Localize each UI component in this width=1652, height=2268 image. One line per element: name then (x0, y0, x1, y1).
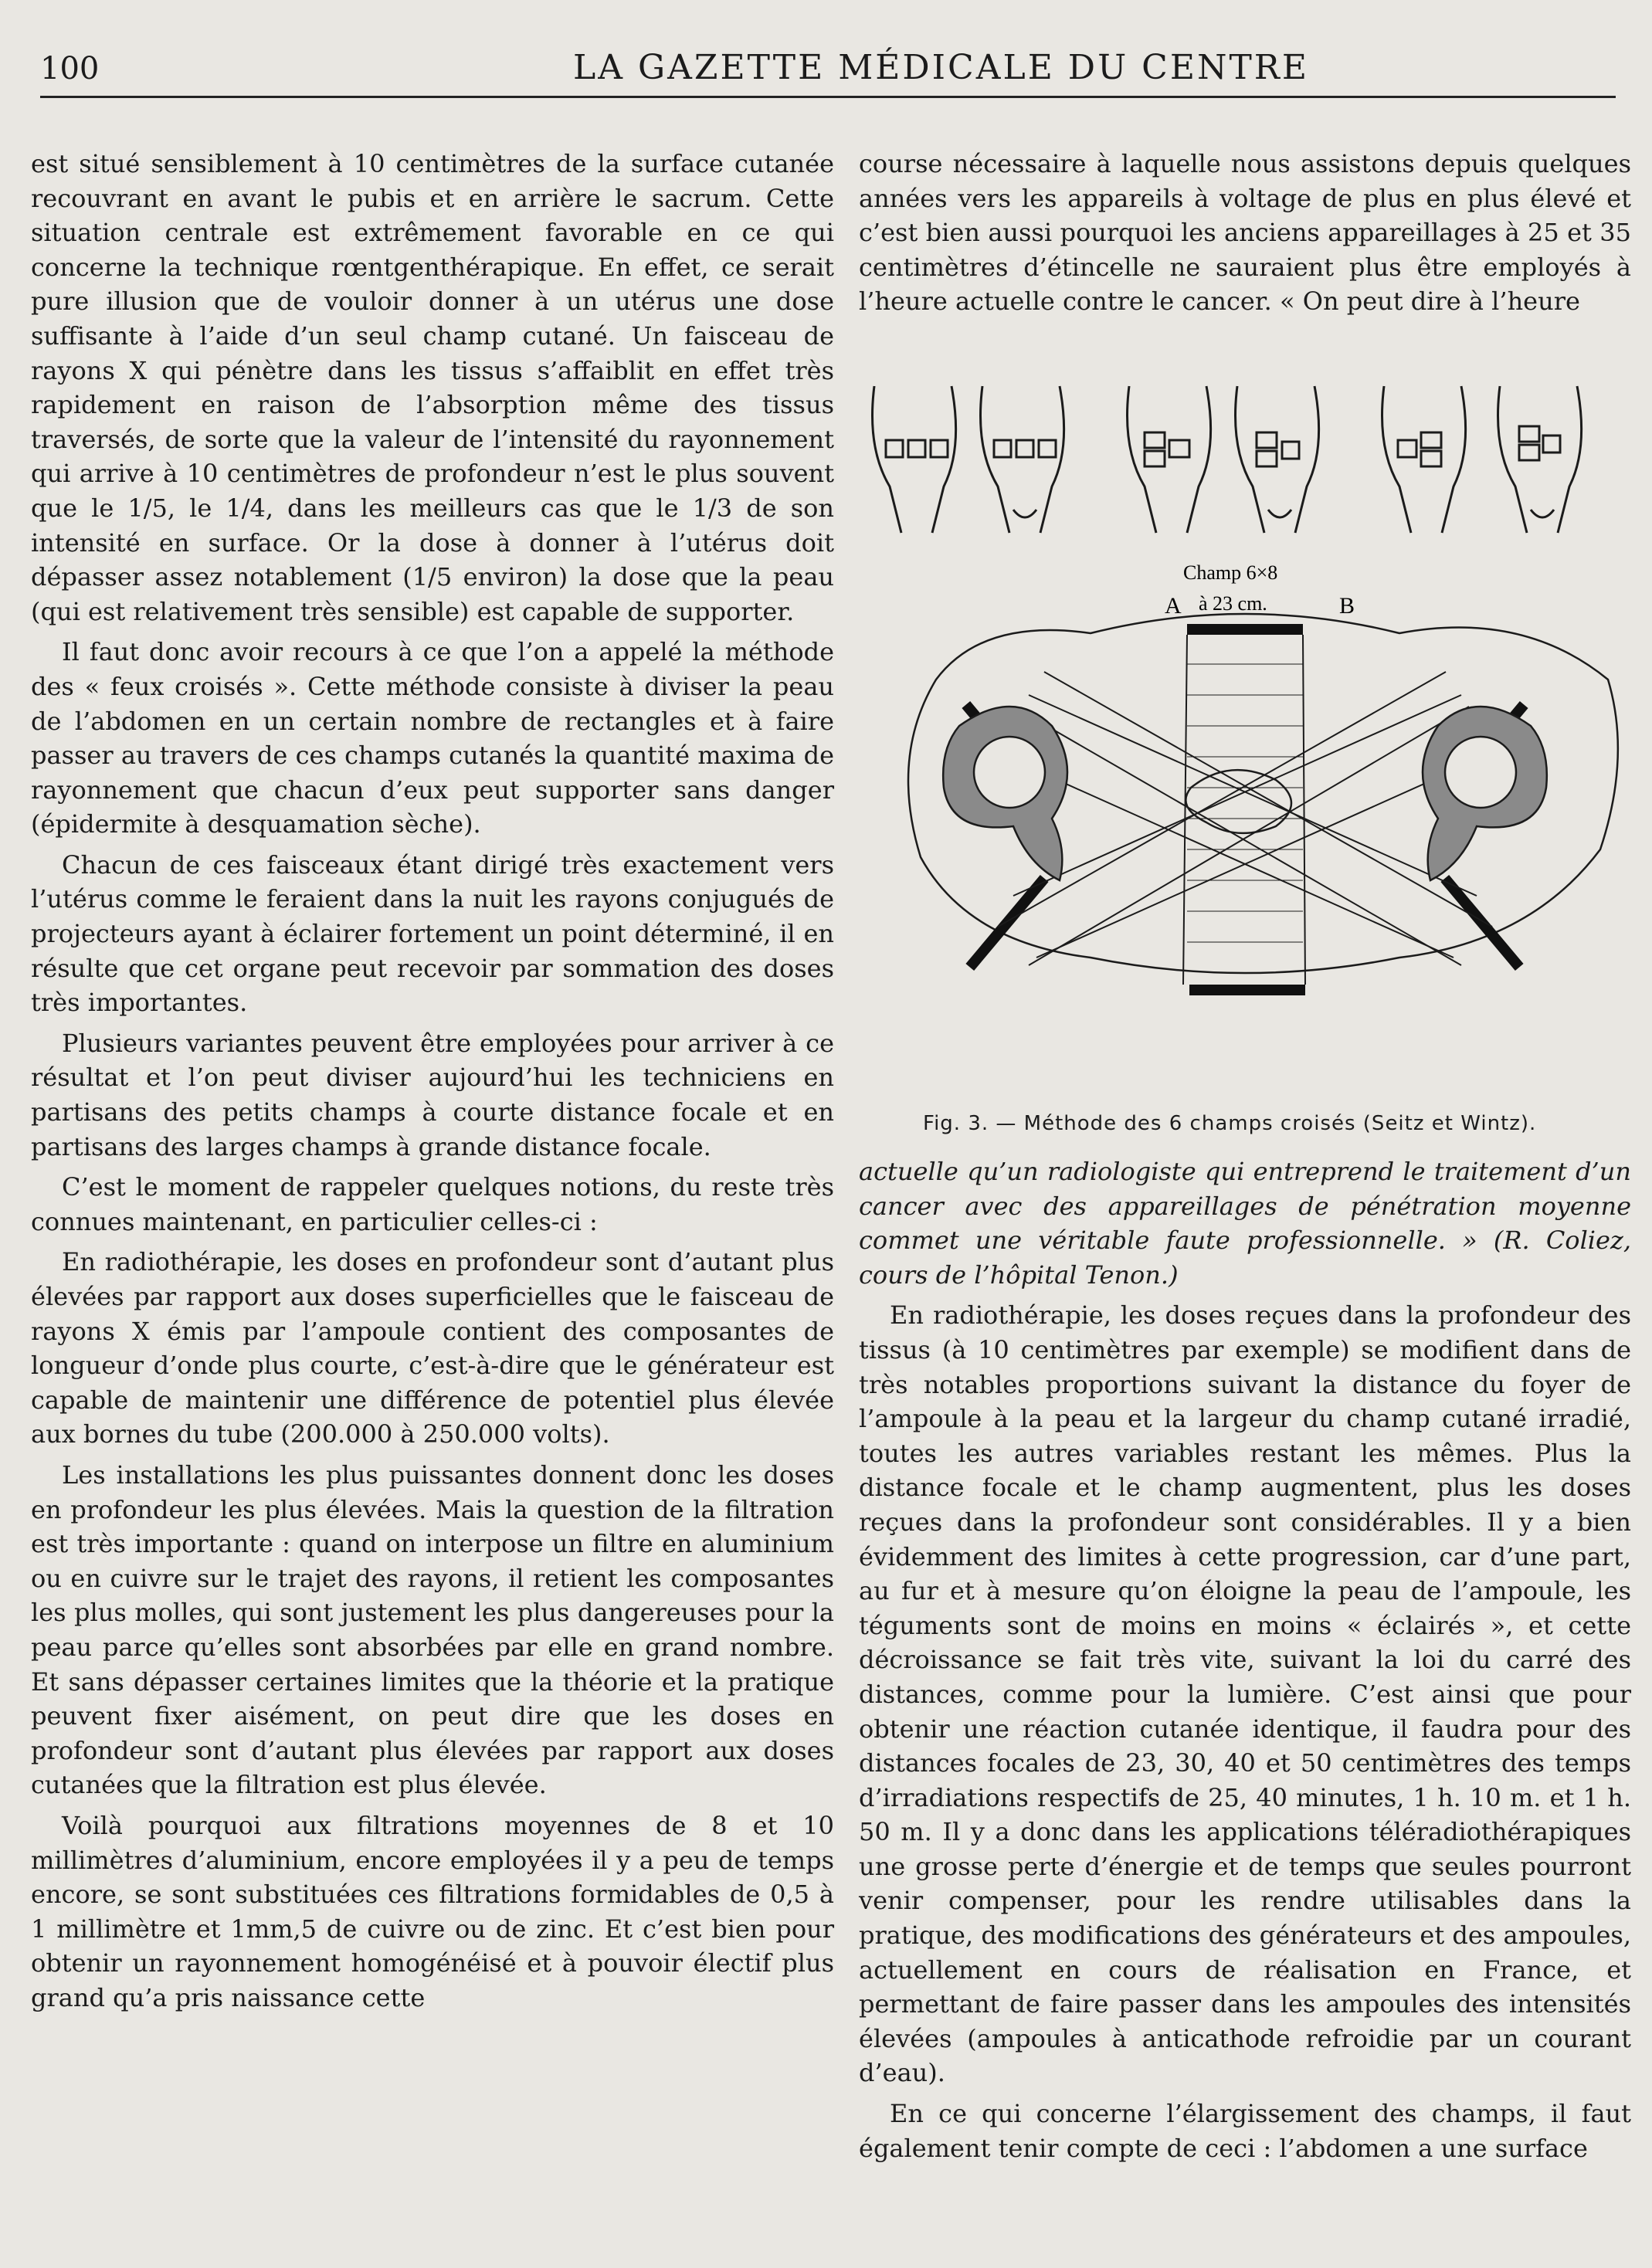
torso-sketch (1236, 386, 1319, 533)
paragraph: Chacun de ces faisceaux étant dirigé très exactement vers l’utérus comme le feraient dans la nuit les rayons conjugués de projecteurs ayant à éclairer fortement un point déterminé, il en résulte que cet organe peut recevoir par sommation des doses très importantes. (31, 849, 834, 1018)
figure-label-field: Champ 6×8 (1183, 561, 1278, 584)
paragraph: Voilà pourquoi aux filtrations moyennes de 8 et 10 millimètres d’aluminium, encore employées il y a peu de temps encore, se sont substituées ces filtrations formidables de 0,5 à 1 millimètre et 1mm,5 de cuivre ou de zinc. Et c’est bien pour obtenir un rayonnement homogénéisé et à pouvoir électif plus grand qu’a pris naissance cette (31, 1810, 834, 2012)
paragraph: course nécessaire à laquelle nous assistons depuis quelques années vers les appareils à voltage de plus en plus élevé et c’est bien aussi pourquoi les anciens appareillages à 25 et 35 centimètres d’étincelle ne sauraient plus être employés à l’heure actuelle contre le cancer. « On peut dire à l’heure (859, 149, 1631, 317)
paragraph: Il faut donc avoir recours à ce que l’on a appelé la méthode des « feux croisés ». Cette méthode consiste à diviser la peau de l’abdomen en un certain nombre de rectangles et à faire passer au travers de ces champs cutanés la quantité maxima de rayonnement que chacun d’eux peut supporter sans danger (épidermite à desquamation sèche). (31, 637, 834, 839)
torso-sketch (1382, 386, 1466, 533)
paragraph: En ce qui concerne l’élargissement des champs, il faut également tenir compte de ceci : l’abdomen a une surface (859, 2099, 1631, 2163)
crossfire-illustration (859, 355, 1631, 1112)
figure-label-a: A (1165, 593, 1182, 619)
journal-title: LA GAZETTE MÉDICALE DU CENTRE (573, 48, 1310, 87)
uterus-outline (1186, 770, 1291, 833)
paragraph: En radiothérapie, les doses reçues dans la profondeur des tissus (à 10 centimètres par exemple) se modifient dans de très notables proportions suivant la distance du foyer de l’ampoule à la peau et la largeur du champ cutané irradié, toutes les autres variables restant les mêmes. Plus la distance focale et le champ augmentent, plus les doses reçues dans la profondeur sont considérables. Il y a bien évidemment des limites à cette progression, car d’une part, au fur et à mesure qu’on éloigne la peau de l’ampoule, les téguments sont de moins en moins « éclairés », et cette décroissance se fait très vite, suivant la loi du carré des distances, comme pour la lumière. C’est ainsi que pour obtenir une réaction cutanée identique, il faudra pour des distances focales de 23, 30, 40 et 50 centimètres des temps d’irradiations respectifs de 25, 40 minutes, 1 h. 10 m. et 1 h. 50 m. Il y a donc dans les applications téléradiothérapiques une grosse perte d’énergie et de temps que seules pourront venir compenser, pour les rendre utilisables dans la pratique, des modifications des générateurs et des ampoules, actuellement en cours de réalisation en France, et permettant de faire passer dans les ampoules des intensités élevées (ampoules à anticathode refroidie par un courant d’eau). (859, 1300, 1631, 2088)
torso-sketch (1128, 386, 1211, 533)
central-hatching (1187, 664, 1303, 942)
paragraph: est situé sensiblement à 10 centimètres de la surface cutanée recouvrant en avant le pubis et en arrière le sacrum. Cette situation centrale est extrêmement favorable en ce qui concerne la technique rœntgenthérapique. En effet, ce serait pure illusion que de vouloir donner à un utérus une dose suffisante à l’aide d’un seul champ cutané. Un faisceau de rayons X qui pénètre dans les tissus s’affaiblit en effet très rapidement en raison de l’absorption même des tissus traversés, de sorte que la valeur de l’intensité du rayonnement qui arrive à 10 centimètres de profondeur n’est le plus souvent que le 1/5, le 1/4, dans les meilleurs cas que le 1/3 de son intensité en surface. Or la dose à donner à l’utérus doit dépasser assez notablement (1/5 environ) la dose que la peau (qui est relativement très sensible) est capable de supporter. (31, 149, 834, 626)
right-column-bottom (859, 1154, 1631, 2165)
torso-sketch (1498, 386, 1582, 533)
left-column (31, 147, 834, 2015)
torso-sketch (873, 386, 956, 533)
figure-crossfire-diagram (859, 355, 1631, 1143)
page-number: 100 (40, 51, 100, 86)
paragraph: actuelle qu’un radiologiste qui entreprend le traitement d’un cancer avec des appareillages de pénétration moyenne commet une véritable faute professionnelle. » (R. Coliez, cours de l’hôpital Tenon.) (859, 1157, 1631, 1290)
page-header (40, 48, 1585, 102)
figure-label-distance: à 23 cm. (1199, 592, 1267, 615)
paragraph: Les installations les plus puissantes donnent donc les doses en profondeur les plus élevées. Mais la question de la filtration est très importante : quand on interpose un filtre en aluminium ou en cuivre sur le trajet des rayons, il retient les composantes les plus molles, qui sont justement les plus dangereuses pour la peau parce qu’elles sont absorbées par elle en grand nombre. Et sans dépasser certaines limites que la théorie et la pratique peuvent fixer aisément, on peut dire que les doses en profondeur sont d’autant plus élevées par rapport aux doses cutanées que la filtration est plus élevée. (31, 1459, 834, 1800)
torso-sketch (981, 386, 1064, 533)
paragraph: En radiothérapie, les doses en profondeur sont d’autant plus élevées par rapport aux doses superficielles que le faisceau de rayons X émis par l’ampoule contient des composantes de longueur d’onde plus courte, c’est-à-dire que le générateur est capable de maintenir une différence de potentiel plus élevée aux bornes du tube (200.000 à 250.000 volts). (31, 1247, 834, 1449)
header-rule (40, 96, 1616, 98)
paragraph: C’est le moment de rappeler quelques notions, du reste très connues maintenant, en particulier celles-ci : (31, 1172, 834, 1236)
figure-caption: Fig. 3. — Méthode des 6 champs croisés (Seitz et Wintz). (923, 1112, 1537, 1135)
femoral-head-left (943, 707, 1067, 880)
figure-label-b: B (1339, 593, 1355, 619)
femoral-head-right (1423, 707, 1547, 880)
right-column-top (859, 147, 1631, 319)
beam-lines (998, 635, 1492, 985)
paragraph: Plusieurs variantes peuvent être employées pour arriver à ce résultat et l’on peut diviser aujourd’hui les techniciens en partisans des petits champs à courte distance focale et en partisans des larges champs à grande distance focale. (31, 1028, 834, 1161)
